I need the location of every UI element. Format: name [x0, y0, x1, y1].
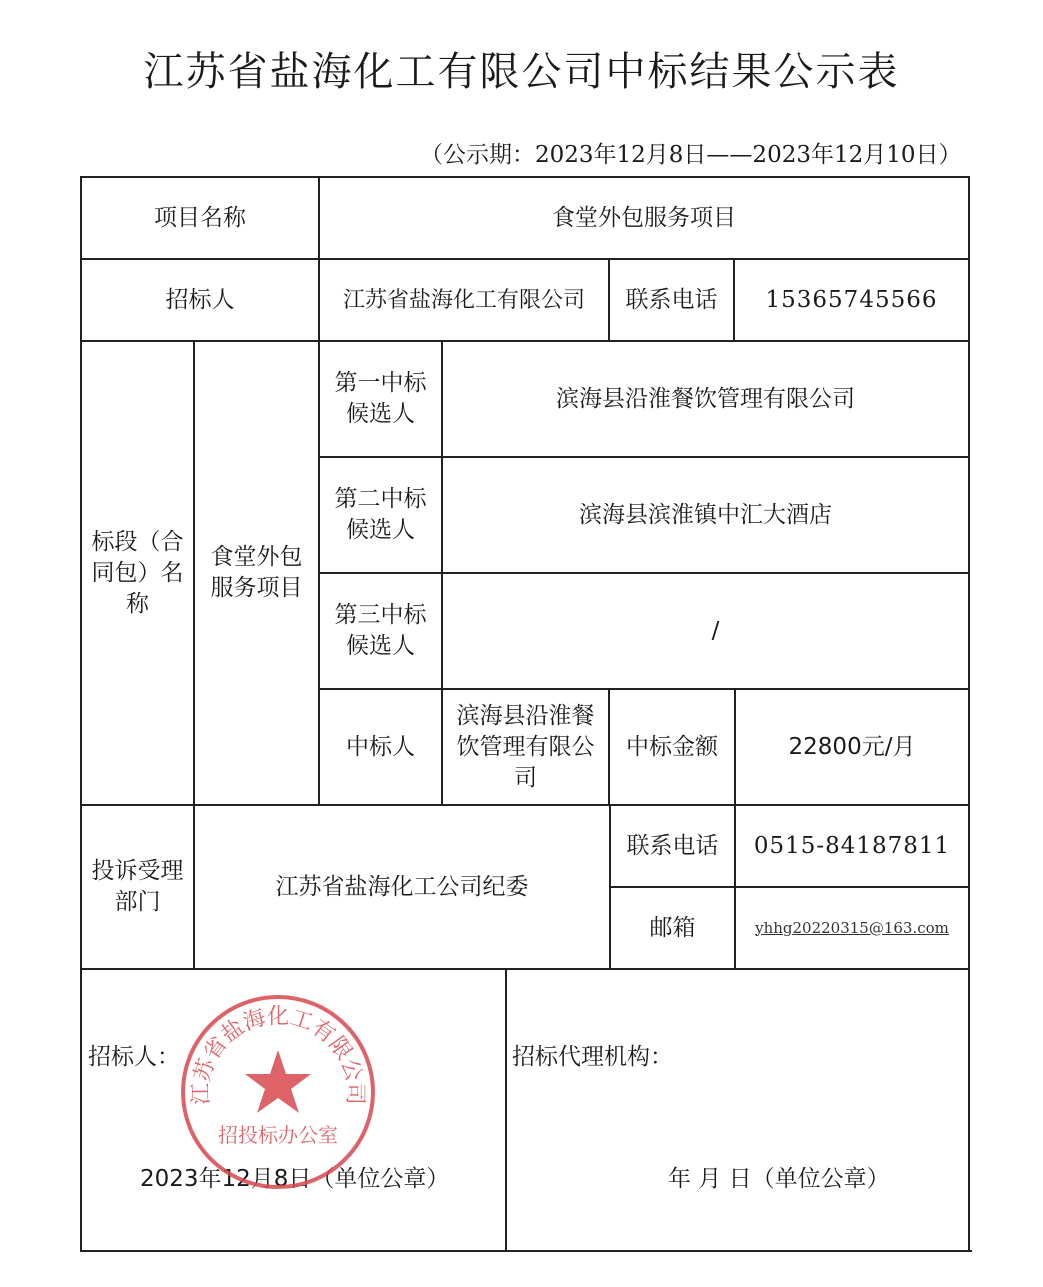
winner-label: 中标人	[346, 733, 415, 760]
signature-agency-date: 年 月 日（单位公章）	[668, 1166, 890, 1192]
tenderer-label: 招标人	[165, 286, 235, 313]
complaint-dept: 江苏省盐海化工公司纪委	[275, 873, 529, 900]
seal-group	[183, 997, 373, 1187]
seal-text-top: 江苏省盐海化工有限公司	[188, 1004, 368, 1105]
candidate-2-label: 第二中标候选人	[334, 486, 427, 543]
candidate-3-value: /	[711, 617, 720, 644]
complaint-label: 投诉受理部门	[91, 858, 184, 915]
candidate-3-label: 第三中标候选人	[334, 602, 427, 659]
candidate-2-value: 滨海县滨淮镇中汇大酒店	[579, 501, 832, 528]
amount-label: 中标金额	[626, 733, 718, 760]
complaint-phone: 0515-84187811	[753, 832, 951, 859]
publicity-period: （公示期：2023年12月8日——2023年12月10日）	[420, 142, 962, 168]
signature-agency-label: 招标代理机构：	[512, 1044, 673, 1070]
amount-value: 22800元/月	[788, 733, 916, 760]
section-label: 标段（合同包）名称	[91, 528, 184, 617]
tenderer-phone: 15365745566	[765, 286, 938, 313]
email-value[interactable]	[736, 888, 968, 968]
signature-tenderer-label: 招标人：	[88, 1044, 180, 1070]
candidate-1-value: 滨海县沿淮餐饮管理有限公司	[556, 385, 855, 412]
project-name-label: 项目名称	[154, 204, 246, 231]
winner-value: 滨海县沿淮餐饮管理有限公司	[456, 702, 595, 791]
email-link[interactable]: yhhg20220315@163.com	[755, 918, 949, 937]
official-seal	[178, 992, 378, 1192]
star-icon	[245, 1050, 311, 1113]
signature-tenderer-date: 2023年12月8日（单位公章）	[140, 1166, 450, 1192]
document-title: 江苏省盐海化工有限公司中标结果公示表	[143, 49, 900, 95]
section-name: 食堂外包服务项目	[210, 544, 303, 601]
project-name-value: 食堂外包服务项目	[552, 204, 736, 231]
complaint-phone-label: 联系电话	[626, 832, 719, 859]
seal-text-bottom: 招投标办公室	[218, 1123, 338, 1147]
tenderer-phone-label: 联系电话	[625, 286, 718, 313]
tenderer-value: 江苏省盐海化工有限公司	[342, 287, 585, 313]
candidate-1-label: 第一中标候选人	[334, 370, 427, 427]
email-label: 邮箱	[649, 914, 696, 941]
